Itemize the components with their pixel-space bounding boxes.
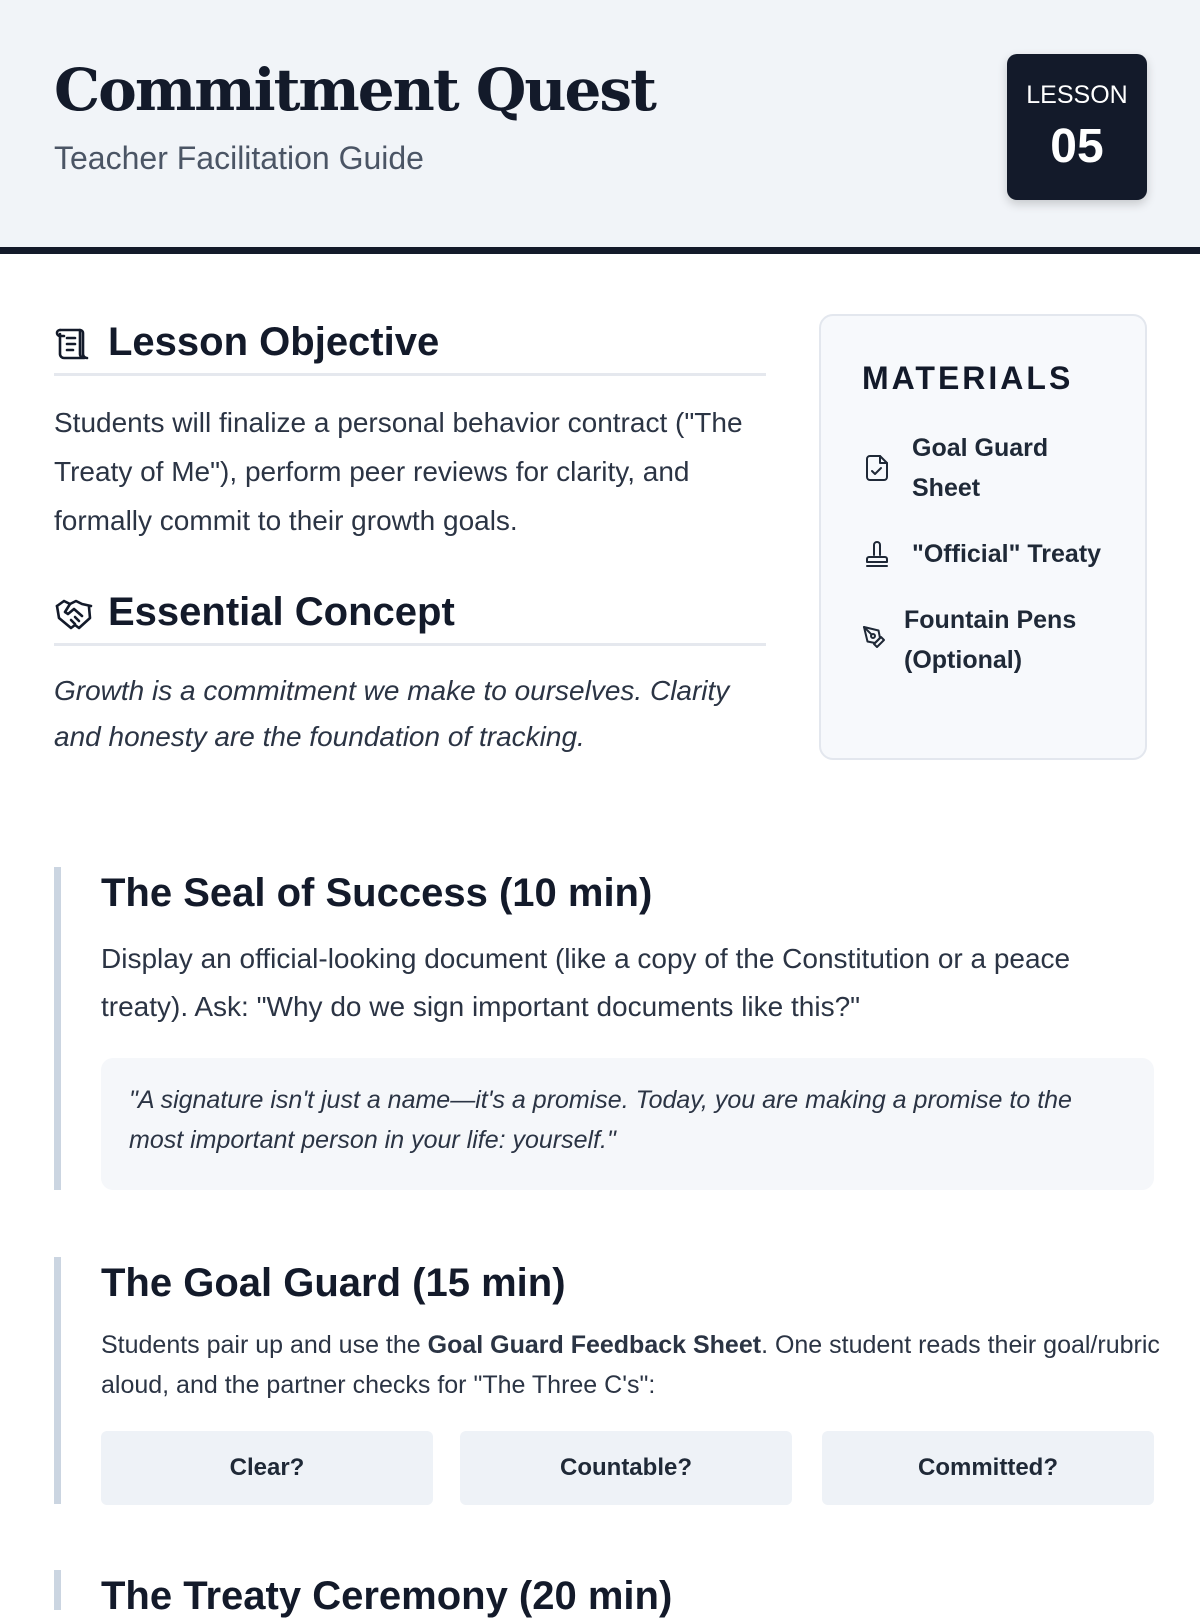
lesson-number: 05 bbox=[1050, 120, 1104, 173]
check-countable: Countable? bbox=[460, 1431, 792, 1505]
handshake-icon bbox=[54, 594, 94, 634]
page-subtitle: Teacher Facilitation Guide bbox=[54, 140, 424, 176]
material-label: Goal Guard Sheet bbox=[912, 434, 1049, 502]
activity-treaty-ceremony bbox=[54, 1570, 1147, 1618]
activity-title: The Goal Guard (15 min) bbox=[101, 1261, 566, 1305]
material-label: "Official" Treaty bbox=[912, 540, 1102, 568]
activity-title: The Treaty Ceremony (20 min) bbox=[101, 1574, 673, 1618]
activity-title: The Seal of Success (10 min) bbox=[101, 871, 653, 915]
page-title: Commitment Quest bbox=[54, 56, 655, 124]
activity-description-pre: Students pair up and use the bbox=[101, 1331, 428, 1359]
quote-text: "A signature isn't just a name—it's a promise. Today, you are making a promise to the most important person in your life: yourself." bbox=[129, 1086, 1072, 1154]
feedback-sheet-name: Goal Guard Feedback Sheet bbox=[427, 1331, 762, 1359]
document-check-icon bbox=[862, 453, 892, 483]
lesson-label: LESSON bbox=[1026, 81, 1128, 109]
activity-seal-of-success bbox=[54, 867, 1147, 1190]
lesson-badge bbox=[1007, 54, 1147, 200]
objective-text: Students will finalize a personal behavior contract ("The Treaty of Me"), perform peer reviews for clarity, and formally commit to their growth goals. bbox=[54, 407, 743, 536]
activity-goal-guard bbox=[54, 1257, 1160, 1504]
material-item bbox=[862, 428, 1122, 508]
quote-box bbox=[101, 1058, 1154, 1190]
activity-description: Display an official-looking document (like a copy of the Constitution or a peace treaty). Ask: "Why do we sign important documents like this?" bbox=[101, 943, 1071, 1022]
activity-description-post: . One student reads their goal/rubric aloud, and the partner checks for "The Three C's": bbox=[101, 1331, 1160, 1399]
activity-description bbox=[101, 1325, 1161, 1405]
objective-heading bbox=[54, 316, 766, 376]
objective-heading-label: Lesson Objective bbox=[108, 320, 440, 364]
check-clear: Clear? bbox=[101, 1431, 433, 1505]
materials-panel bbox=[819, 314, 1147, 760]
concept-heading bbox=[54, 586, 766, 646]
pen-nib-icon bbox=[862, 625, 886, 649]
concept-text: Growth is a commitment we make to ourselves. Clarity and honesty are the foundation of tracking. bbox=[54, 675, 730, 752]
materials-title: MATERIALS bbox=[862, 360, 1074, 396]
material-item bbox=[862, 534, 1122, 574]
material-item bbox=[862, 600, 1122, 680]
concept-heading-label: Essential Concept bbox=[108, 590, 455, 634]
check-committed: Committed? bbox=[822, 1431, 1154, 1505]
scroll-icon bbox=[54, 324, 94, 364]
stamp-icon bbox=[862, 539, 892, 569]
page-header bbox=[0, 0, 1200, 254]
material-label: Fountain Pens (Optional) bbox=[904, 606, 1077, 674]
